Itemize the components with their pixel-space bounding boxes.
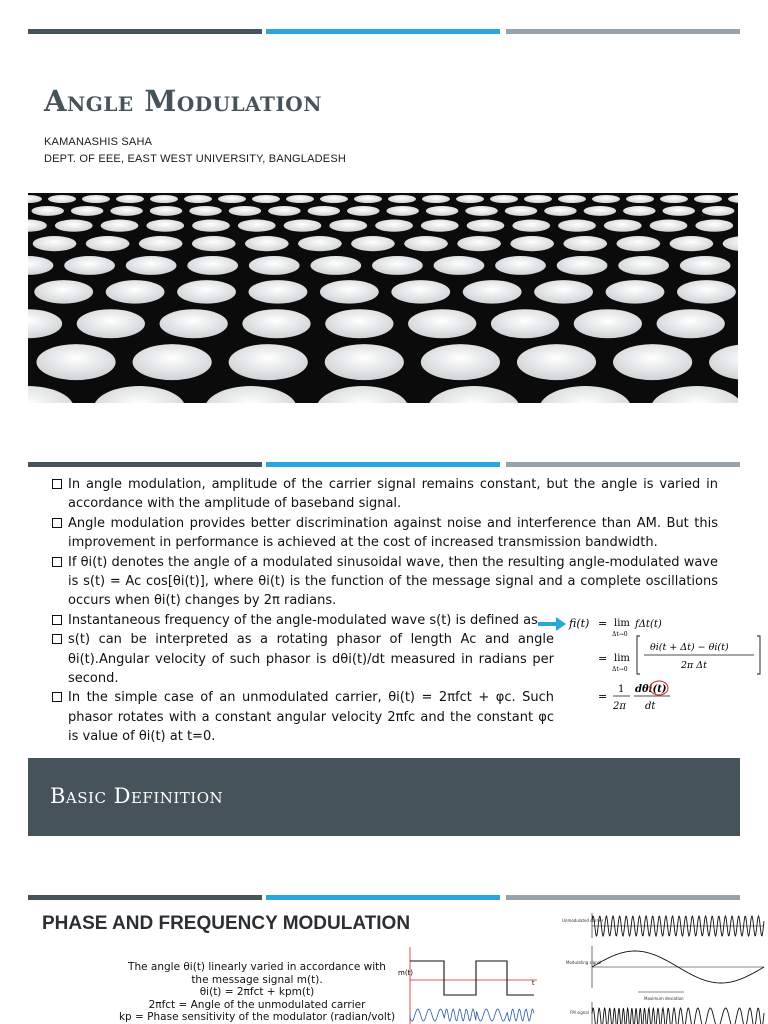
formula-eq-3: =: [598, 690, 608, 703]
formula-lim-sub-1: Δt→0: [612, 631, 628, 638]
formula-one: 1: [618, 684, 625, 695]
formula-two-pi: 2π: [613, 701, 626, 712]
instantaneous-frequency-formula: [538, 610, 764, 715]
pm-line: kp = Phase sensitivity of the modulator (radian/volt): [118, 1011, 396, 1023]
formula-denominator: 2π Δt: [681, 660, 707, 671]
bullet-text: In angle modulation, amplitude of the carrier signal remains constant, but the angle is varied in accordance with the amplitude of baseband signal.: [68, 477, 718, 512]
bullet-item: [52, 553, 718, 611]
pm-line: the message signal m(t).: [191, 973, 323, 986]
pm-message-graph: [392, 945, 542, 1024]
section-banner: [28, 758, 740, 836]
formula-eq-2: =: [598, 652, 608, 665]
formula-term: fΔt(t): [635, 619, 662, 630]
bullet-text: If θi(t) denotes the angle of a modulated sinusoidal wave, then the resulting angle-modulated wave is s(t) = Ac cos[θi(t)], where θi(t) is the function of the message signal and a complete oscillations occurs when θi(t) changes by 2π radians.: [68, 554, 718, 609]
bullet-text: s(t) can be interpreted as a rotating phasor of length Ac and angle θi(t).Angular velocity of such phasor is dθi(t)/dt measured in radians per second.: [68, 632, 554, 687]
author-affiliation: DEPT. OF EEE, EAST WEST UNIVERSITY, BANGLADESH: [44, 153, 346, 165]
checkbox-bullet-icon: [52, 615, 62, 625]
bullet-item: [52, 630, 554, 688]
pm-line: The angle θi(t) linearly varied in accordance with: [128, 961, 386, 973]
formula-lim-sub-2: Δt→0: [612, 666, 628, 673]
checkbox-bullet-icon: [52, 692, 62, 702]
mid-rule-blue: [266, 462, 500, 467]
bottom-rule-dark: [28, 895, 262, 900]
top-rule-blue: [266, 29, 500, 34]
arrow-right-icon: [538, 617, 566, 631]
mid-rule-dark: [28, 462, 262, 467]
formula-lim-1: lim: [614, 618, 630, 629]
section-title: PHASE AND FREQUENCY MODULATION: [42, 913, 411, 934]
fm-label: Unmodulated carrier: [562, 918, 604, 923]
bullet-text: Angle modulation provides better discrimination against noise and interference than AM. But this improvement in performance is achieved at the cost of increased transmission bandwidth.: [68, 515, 718, 551]
bottom-rule-blue: [266, 895, 500, 900]
slide-title: Angle Modulation: [44, 84, 323, 118]
pm-line: 2πfct = Angle of the unmodulated carrier: [148, 998, 366, 1011]
bullet-item: [52, 475, 718, 514]
pm-line: θi(t) = 2πfct + kpm(t): [199, 986, 315, 998]
fm-label: Maximum deviation: [644, 996, 684, 1001]
bullet-text: In the simple case of an unmodulated carrier, θi(t) = 2πfct + φc. Such phasor rotates with a constant angular velocity 2πfc and the constant φc is value of θi(t) at t=0.: [68, 690, 554, 745]
formula-dtheta: dθi(t): [635, 684, 667, 695]
bottom-rule-grey: [506, 895, 740, 900]
fm-label: Modulating signal: [566, 960, 602, 965]
checkbox-bullet-icon: [52, 634, 62, 644]
bullet-item: [52, 688, 554, 746]
top-rule-grey: [506, 29, 740, 34]
fm-illustration: [560, 908, 768, 1024]
pm-graph-axis: t: [532, 980, 535, 987]
formula-lhs: fi(t): [569, 617, 590, 630]
decorative-disc-photo: [28, 193, 738, 403]
formula-numerator: θi(t + Δt) − θi(t): [650, 642, 729, 653]
checkbox-bullet-icon: [52, 557, 62, 567]
checkbox-bullet-icon: [52, 518, 62, 528]
banner-title: Basic Definition: [50, 784, 224, 808]
phase-modulation-text: [112, 961, 402, 1024]
bullet-text: Instantaneous frequency of the angle-modulated wave s(t) is defined as: [68, 612, 538, 628]
formula-lim-2: lim: [614, 653, 630, 664]
author-name: KAMANASHIS SAHA: [44, 136, 153, 148]
fm-label: FM signal: [570, 1010, 589, 1015]
top-rule-dark: [28, 29, 262, 34]
bullet-item: [52, 514, 718, 553]
checkbox-bullet-icon: [52, 479, 62, 489]
disc-pattern-image: [28, 193, 738, 403]
pm-graph-label: m(t): [398, 969, 414, 977]
formula-eq-1: =: [598, 617, 608, 630]
formula-dt: dt: [645, 701, 656, 712]
mid-rule-grey: [506, 462, 740, 467]
bullet-item: [52, 611, 554, 630]
